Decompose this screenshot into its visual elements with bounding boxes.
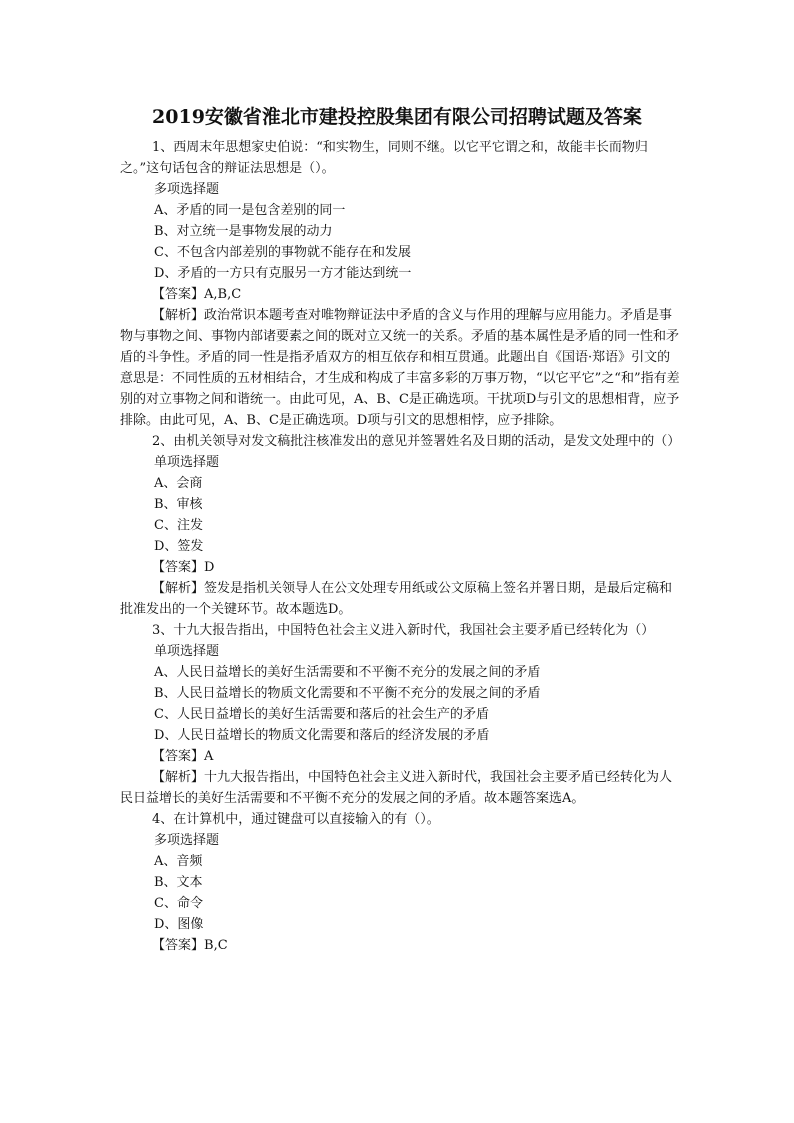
option: A、音频 — [154, 854, 203, 869]
option: A、矛盾的同一是包含差别的同一 — [154, 203, 346, 218]
answer-line — [120, 557, 680, 578]
question-type: 多项选择题 — [154, 182, 220, 197]
option: D、签发 — [154, 539, 204, 554]
option: B、审核 — [154, 497, 203, 512]
answer-tag: 【答案】 — [152, 287, 205, 302]
question-stem: 3、十九大报告指出，中国特色社会主义进入新时代，我国社会主要矛盾已经转化为（） — [152, 623, 655, 638]
answer-line — [120, 935, 680, 956]
analysis-tag: 【解析】 — [152, 770, 205, 785]
analysis-text: 十九大报告指出，中国特色社会主义进入新时代，我国社会主要矛盾已经转化为人民日益增长的美好生活需要和不平衡不充分的发展之间的矛盾。故本题答案选A。 — [120, 770, 673, 806]
document-title: 2019安徽省淮北市建投控股集团有限公司招聘试题及答案 — [152, 106, 642, 128]
option: C、人民日益增长的美好生活需要和落后的社会生产的矛盾 — [154, 707, 489, 722]
answer-value: A,B,C — [204, 287, 242, 302]
option: B、人民日益增长的物质文化需要和不平衡不充分的发展之间的矛盾 — [154, 686, 541, 701]
question-type: 多项选择题 — [154, 833, 220, 848]
option: C、注发 — [154, 518, 203, 533]
analysis-text: 政治常识本题考查对唯物辩证法中矛盾的含义与作用的理解与应用能力。矛盾是事物与事物之间、事物内部诸要素之间的既对立又统一的关系。矛盾的基本属性是矛盾的同一性和矛盾的斗争性。矛盾的同一性是指矛盾双方的相互依存和相互贯通。此题出自《国语·郑语》引文的意思是：不同性质的五材相结合，才生成和构成了丰富多彩的万事万物，“以它平它”之“和”指有差别的对立事物之间和谐统一。由此可见，A、B、C是正确选项。干扰项D与引文的思想相背，应予排除。由此可见，A、B、C是正确选项。D项与引文的思想相悖，应予排除。 — [120, 308, 680, 428]
question-type: 单项选择题 — [154, 644, 220, 659]
analysis-paragraph — [120, 305, 680, 431]
option: A、人民日益增长的美好生活需要和不平衡不充分的发展之间的矛盾 — [154, 665, 541, 680]
question-stem: 2、由机关领导对发文稿批注核准发出的意见并签署姓名及日期的活动，是发文处理中的（） — [152, 434, 681, 449]
answer-value: A — [204, 749, 214, 764]
answer-tag: 【答案】 — [152, 749, 205, 764]
question-type: 单项选择题 — [154, 455, 220, 470]
answer-tag: 【答案】 — [152, 938, 205, 953]
question-stem: 1、西周末年思想家史伯说：“和实物生，同则不继。以它平它谓之和，故能丰长而物归之。”这句话包含的辩证法思想是（）。 — [120, 140, 648, 176]
option: C、不包含内部差别的事物就不能存在和发展 — [154, 245, 411, 260]
document-body — [120, 137, 680, 956]
option: C、命令 — [154, 896, 203, 911]
analysis-paragraph — [120, 578, 680, 620]
analysis-tag: 【解析】 — [152, 581, 205, 596]
answer-value: D — [204, 560, 215, 575]
analysis-tag: 【解析】 — [152, 308, 205, 323]
option: B、对立统一是事物发展的动力 — [154, 224, 333, 239]
answer-value: B,C — [204, 938, 228, 953]
option: D、人民日益增长的物质文化需要和落后的经济发展的矛盾 — [154, 728, 490, 743]
analysis-paragraph — [120, 767, 680, 809]
option: D、图像 — [154, 917, 204, 932]
answer-line — [120, 746, 680, 767]
question-stem: 4、在计算机中，通过键盘可以直接输入的有（）。 — [152, 812, 440, 827]
analysis-text: 签发是指机关领导人在公文处理专用纸或公文原稿上签名并署日期，是最后定稿和批准发出的一个关键环节。故本题选D。 — [120, 581, 673, 617]
option: A、会商 — [154, 476, 203, 491]
option: B、文本 — [154, 875, 203, 890]
option: D、矛盾的一方只有克服另一方才能达到统一 — [154, 266, 412, 281]
answer-line — [120, 284, 680, 305]
answer-tag: 【答案】 — [152, 560, 205, 575]
